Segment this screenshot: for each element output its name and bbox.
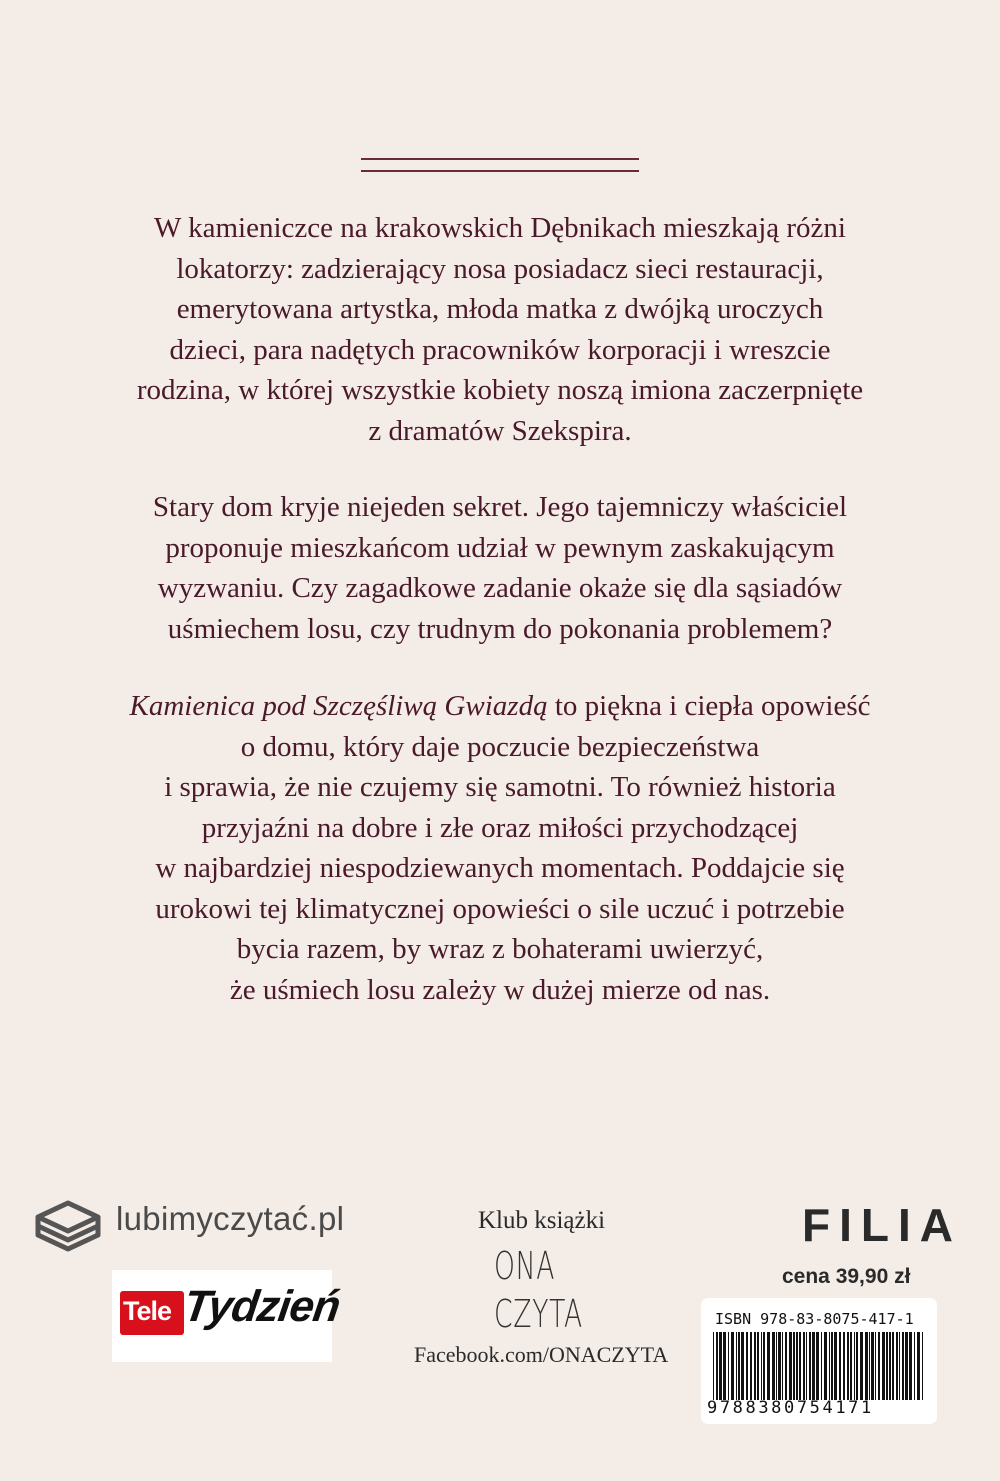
barcode-panel (701, 1298, 937, 1424)
barcode-bar (713, 1332, 714, 1400)
barcode-bar (763, 1332, 765, 1400)
barcode-bar (761, 1332, 762, 1400)
blurb-line: Stary dom kryje niejeden sekret. Jego tajemniczy właściciel (152, 491, 848, 523)
blurb-line: urokowi tej klimatycznej opowieści o sile uczuć i potrzebie (155, 892, 845, 925)
books-stack-icon (32, 1197, 104, 1257)
barcode-bar (789, 1332, 792, 1400)
barcode-bar (878, 1332, 880, 1400)
tydzien-word: Tydzień (180, 1282, 343, 1331)
ona-czyta-logo-line1: ONA (494, 1244, 556, 1288)
decorative-rule-top (361, 158, 639, 160)
barcode-bar (914, 1332, 915, 1400)
barcode-bar (821, 1332, 822, 1400)
blurb-line: dzieci, para nadętych pracowników korporacji i wreszcie (169, 333, 831, 366)
barcode-bar (757, 1332, 759, 1400)
barcode-bar (799, 1332, 801, 1400)
barcode-bar (860, 1332, 863, 1400)
barcode-bar (772, 1332, 775, 1400)
barcode-bars (713, 1332, 925, 1400)
barcode-bar (793, 1332, 795, 1400)
barcode-bar (865, 1332, 868, 1400)
blurb-line (40, 686, 960, 727)
barcode-bar (719, 1332, 722, 1400)
barcode-bar (812, 1332, 815, 1400)
barcode-bar (909, 1332, 912, 1400)
barcode-bar (785, 1332, 787, 1400)
barcode-bar (869, 1332, 870, 1400)
barcode-bar (731, 1332, 734, 1400)
barcode-bar (905, 1332, 908, 1400)
barcode-bar (824, 1332, 827, 1400)
barcode-bar (738, 1332, 740, 1400)
barcode-bar (834, 1332, 837, 1400)
barcode-bar (886, 1332, 888, 1400)
blurb-line: emerytowana artystka, młoda matka z dwójką uroczych (176, 293, 824, 325)
blurb-line-rest: to piękna i ciepła opowieść (547, 690, 871, 722)
barcode-bar (843, 1332, 845, 1400)
isbn-label: ISBN 978-83-8075-417-1 (715, 1310, 914, 1328)
blurb-line: że uśmiech losu zależy w dużej mierze od nas. (229, 973, 771, 1006)
tele-word: Tele (123, 1296, 172, 1326)
blurb-paragraph-3 (40, 686, 960, 1010)
blurb-line: proponuje mieszkańcom udział w pewnym zaskakującym (165, 531, 835, 564)
lubimyczytac-text: lubimyczytać.pl (116, 1200, 345, 1237)
blurb-line: w najbardziej niespodziewanych momentach. Poddajcie się (155, 852, 845, 884)
barcode-bar (896, 1332, 898, 1400)
blurb-line: lokatorzy: zadzierający nosa posiadacz sieci restauracji, (176, 252, 824, 285)
barcode-bar (806, 1332, 807, 1400)
facebook-address: Facebook.com/ONACZYTA (414, 1342, 669, 1367)
barcode-bar (728, 1332, 729, 1400)
barcode-bar (767, 1332, 770, 1400)
barcode-bar (796, 1332, 798, 1400)
barcode-bar (922, 1332, 923, 1400)
barcode-bar (829, 1332, 830, 1400)
barcode-bar (856, 1332, 858, 1400)
barcode-bar (839, 1332, 841, 1400)
barcode-bar (902, 1332, 904, 1400)
blurb-line: z dramatów Szekspira. (368, 414, 632, 447)
barcode-bar (899, 1332, 900, 1400)
publisher-logo: FILIA (802, 1199, 962, 1251)
barcode-bar (716, 1332, 718, 1400)
barcode-bar (723, 1332, 726, 1400)
blurb-paragraph-1 (40, 208, 960, 451)
barcode-bar (782, 1332, 783, 1400)
barcode-bar (736, 1332, 737, 1400)
ona-czyta-logo-line2: CZYTA (494, 1292, 583, 1336)
barcode-bar (917, 1332, 920, 1400)
price-label: cena 39,90 zł (782, 1265, 911, 1288)
barcode-bar (850, 1332, 852, 1400)
barcode-bar (776, 1332, 777, 1400)
blurb-line: bycia razem, by wraz z bohaterami uwierzyć, (236, 933, 764, 965)
barcode-bar (871, 1332, 874, 1400)
blurb-line: rodzina, w której wszystkie kobiety noszą imiona zaczerpnięte (136, 374, 864, 406)
barcode-bar (750, 1332, 752, 1400)
tele-tydzien-logo (112, 1270, 343, 1362)
blurb-line: wyzwaniu. Czy zagadkowe zadanie okaże się dla sąsiadów (157, 572, 843, 604)
blurb-paragraph-2 (40, 487, 960, 649)
barcode-bar (803, 1332, 805, 1400)
barcode-bar (882, 1332, 885, 1400)
barcode-bar (746, 1332, 748, 1400)
barcode-bar (754, 1332, 756, 1400)
blurb-line: przyjaźni na dobre i złe oraz miłości przychodzącej (201, 811, 799, 844)
blurb-line: uśmiechem losu, czy trudnym do pokonania problemem? (167, 612, 833, 645)
blurb-line: W kamieniczce na krakowskich Dębnikach mieszkają różni (154, 212, 846, 244)
barcode-bar (892, 1332, 894, 1400)
barcode-bar (809, 1332, 811, 1400)
barcode-bar (816, 1332, 819, 1400)
barcode-bar (778, 1332, 781, 1400)
barcode-bar (854, 1332, 855, 1400)
barcode-bar (741, 1332, 744, 1400)
barcode-digits: 9788380754171 (707, 1398, 874, 1418)
barcode-bar (831, 1332, 833, 1400)
book-title-italic: Kamienica pod Szczęśliwą Gwiazdą (129, 690, 548, 722)
barcode-bar (889, 1332, 891, 1400)
book-club-label: Klub książki (478, 1207, 606, 1234)
blurb-line: o domu, który daje poczucie bezpieczeństwa (240, 730, 760, 763)
blurb-line: i sprawia, że nie czujemy się samotni. To również historia (164, 771, 836, 803)
barcode-bar (875, 1332, 876, 1400)
barcode-bar (847, 1332, 849, 1400)
decorative-rule-bottom (361, 170, 639, 172)
